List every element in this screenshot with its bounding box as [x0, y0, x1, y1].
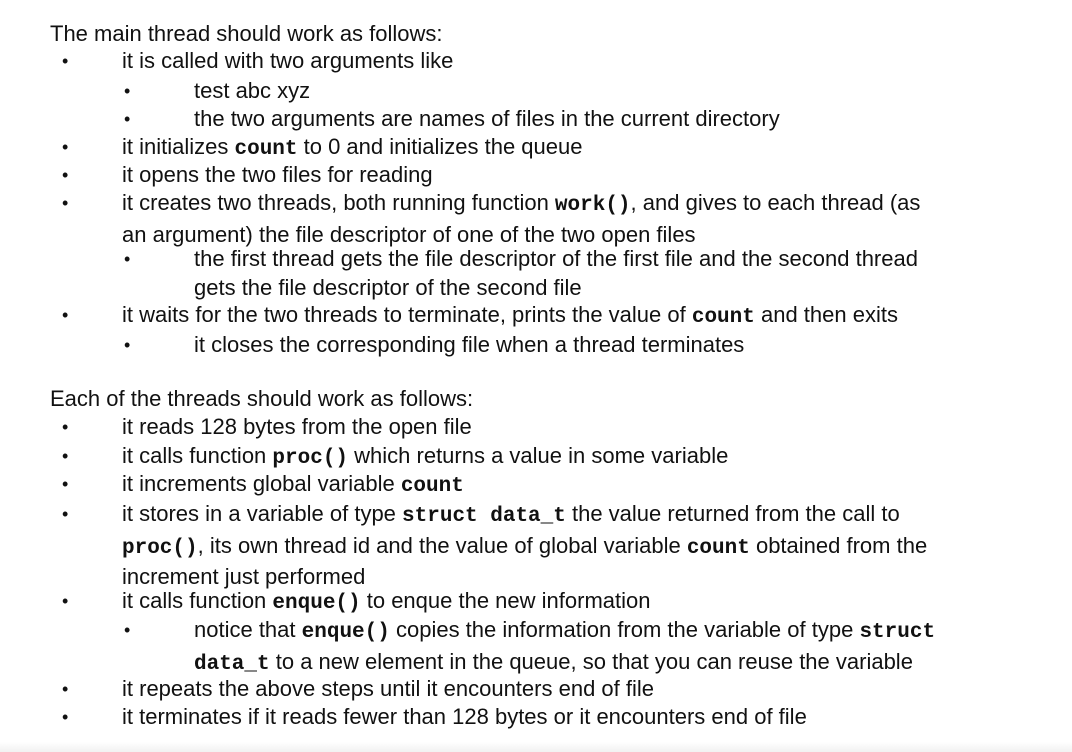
- text-run: it closes the corresponding file when a thread terminates: [194, 332, 745, 357]
- text-line: [122, 587, 650, 619]
- text-line: [122, 442, 728, 474]
- list-item-text: [122, 133, 582, 165]
- code-identifier: enque(): [301, 621, 390, 644]
- list-item-text: [122, 47, 453, 76]
- text-line: [122, 189, 920, 221]
- text-run: it stores in a variable of type: [122, 501, 403, 526]
- text-line: [122, 47, 453, 76]
- text-run: it is called with two arguments like: [122, 48, 454, 73]
- text-line: [194, 616, 935, 648]
- bullet-icon: •: [124, 620, 131, 640]
- code-identifier: count: [686, 536, 750, 560]
- code-identifier: data_t: [194, 652, 270, 676]
- text-line: [194, 77, 310, 106]
- code-identifier: proc(): [122, 536, 198, 560]
- list-item-text: [122, 189, 920, 249]
- code-identifier: struct: [859, 621, 936, 644]
- text-run: , and gives to each thread (as: [630, 190, 921, 215]
- text-line: [122, 301, 898, 333]
- list-item-text: [194, 77, 310, 106]
- bullet-icon: •: [124, 81, 131, 101]
- text-run: it reads 128 bytes from the open file: [122, 414, 472, 439]
- bullet-icon: •: [62, 193, 69, 213]
- text-run: which returns a value in some variable: [348, 443, 729, 468]
- text-line: [122, 703, 807, 732]
- bullet-icon: •: [62, 305, 69, 325]
- text-line: [194, 331, 744, 360]
- threads-heading: Each of the threads should work as follows:: [50, 386, 474, 411]
- list-item-text: [122, 161, 433, 190]
- text-run: , its own thread id and the value of global variable: [197, 532, 687, 558]
- list-item-text: [122, 587, 650, 619]
- bullet-icon: •: [124, 335, 131, 355]
- text-run: the first thread gets the file descriptor of the first file and the second thread: [194, 246, 918, 271]
- list-item-text: [122, 500, 927, 592]
- list-item-text: [122, 413, 472, 442]
- code-identifier: work(): [554, 194, 631, 217]
- code-identifier: proc(): [272, 447, 349, 470]
- text-line: [122, 161, 433, 190]
- list-item-text: [122, 675, 654, 704]
- text-run: it terminates if it reads fewer than 128 bytes or it encounters end of file: [122, 704, 807, 729]
- bullet-icon: •: [124, 109, 131, 129]
- text-run: it repeats the above steps until it encounters end of file: [122, 676, 654, 701]
- bullet-icon: •: [62, 679, 69, 699]
- text-line: [122, 470, 464, 502]
- text-run: it increments global variable: [122, 471, 401, 496]
- text-run: copies the information from the variable of type: [389, 617, 860, 642]
- text-run: notice that: [194, 617, 302, 642]
- code-identifier: count: [400, 475, 464, 498]
- bullet-icon: •: [62, 165, 69, 185]
- code-identifier: count: [691, 306, 755, 329]
- list-item-text: [122, 470, 464, 502]
- code-identifier: struct data_t: [402, 505, 566, 528]
- list-item-text: [194, 616, 935, 679]
- bullet-icon: •: [62, 707, 69, 727]
- text-run: and then exits: [754, 302, 898, 327]
- text-line: [194, 274, 918, 303]
- code-identifier: enque(): [272, 592, 361, 615]
- main-thread-heading: The main thread should work as follows:: [50, 21, 443, 46]
- list-item-text: [122, 301, 898, 333]
- list-item-text: [194, 331, 744, 360]
- text-line: [194, 245, 918, 274]
- list-item-text: [122, 442, 728, 474]
- bullet-icon: •: [62, 446, 69, 466]
- text-run: it initializes: [122, 134, 235, 159]
- list-item-text: [194, 105, 780, 134]
- text-run: it opens the two files for reading: [122, 162, 433, 187]
- bullet-icon: •: [62, 137, 69, 157]
- text-run: to a new element in the queue, so that you can reuse the variable: [269, 648, 913, 674]
- text-run: to enque the new information: [360, 588, 651, 613]
- text-run: obtained from the: [749, 532, 928, 558]
- text-line: [122, 500, 927, 532]
- text-line: [194, 105, 780, 134]
- text-run: it waits for the two threads to terminate, prints the value of: [122, 302, 692, 327]
- bullet-icon: •: [62, 591, 69, 611]
- text-run: the value returned from the call to: [565, 501, 900, 526]
- text-line: [122, 133, 582, 165]
- text-run: it creates two threads, both running function: [122, 190, 555, 215]
- text-run: test abc xyz: [194, 78, 311, 103]
- bullet-icon: •: [124, 249, 131, 269]
- text-line: [122, 675, 654, 704]
- page-bottom-shade: [0, 742, 1072, 752]
- code-identifier: count: [234, 138, 298, 161]
- bullet-icon: •: [62, 51, 69, 71]
- bullet-icon: •: [62, 504, 69, 524]
- bullet-icon: •: [62, 417, 69, 437]
- text-run: an argument) the file descriptor of one of the two open files: [122, 221, 696, 247]
- bullet-icon: •: [62, 474, 69, 494]
- text-run: it calls function: [122, 443, 273, 468]
- list-item-text: [122, 703, 807, 732]
- text-line: [122, 532, 927, 564]
- text-run: gets the file descriptor of the second file: [194, 274, 582, 300]
- text-run: the two arguments are names of files in the current directory: [194, 106, 780, 131]
- text-run: to 0 and initializes the queue: [297, 134, 583, 159]
- text-run: it calls function: [122, 588, 273, 613]
- text-run: increment just performed: [122, 564, 366, 589]
- list-item-text: [194, 245, 918, 302]
- text-line: [122, 413, 472, 442]
